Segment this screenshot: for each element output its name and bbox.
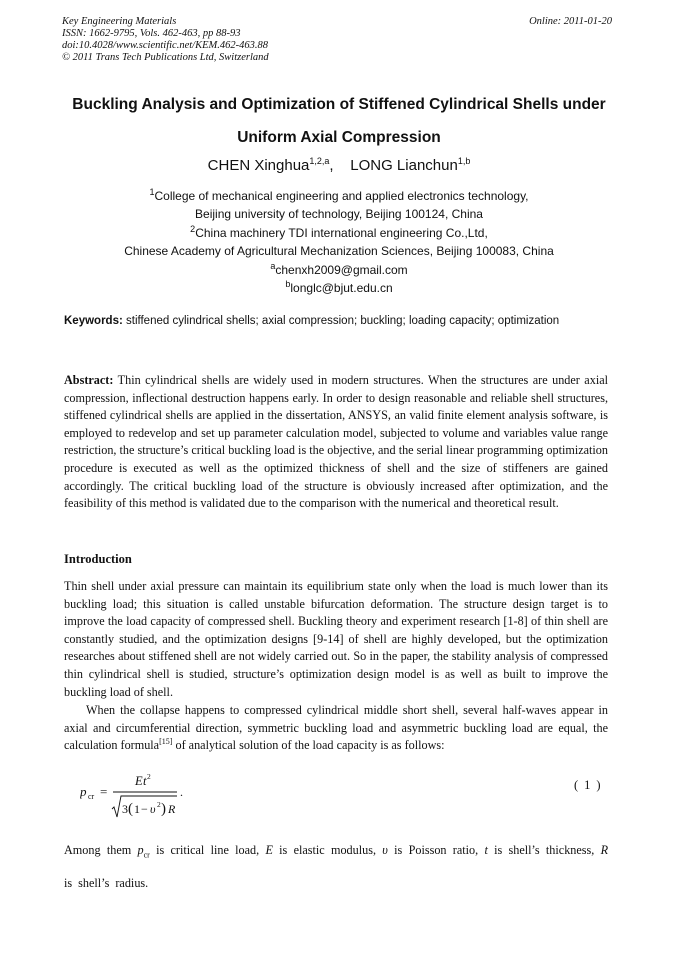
intro-heading: Introduction <box>64 552 132 566</box>
eq-num-t: t <box>143 774 147 788</box>
def-text-4: is Poisson ratio, <box>394 843 485 857</box>
eq-equals: = <box>100 784 108 799</box>
eq-den-1: 1 <box>134 802 140 816</box>
abstract-label: Abstract: <box>64 373 114 387</box>
affiliations <box>40 187 638 297</box>
email-b <box>40 279 638 297</box>
intro-p2-text-b: of analytical solution of the load capacity is as follows: <box>172 738 445 753</box>
eq-den-lparen: ( <box>128 801 133 817</box>
intro-paragraph-1: Thin shell under axial pressure can maintain its equilibrium state only when the load is much lower than its buckling load; this situation is called unstable bifurcation deformation. The structure design target is to improve the load capacity of compressed shell. Buckling theory and experiment research [1-8] of thin shell are constantly studied, and the optimization designs [9-14] of shell are highly developed, but the optimization researches about stiffened shell are not widely carried out. So in the paper, the stability analysis of compressed thin cylindrical shell is studied, structure’s optimization design model is as well as built to improve the buckling load of shell. <box>64 579 608 699</box>
affil-1-text: College of mechanical engineering and applied electronics technology, <box>154 189 529 203</box>
eq-lhs-sub: cr <box>88 792 95 801</box>
email-a <box>40 261 638 279</box>
def-sym-nu: υ <box>382 843 388 857</box>
eq-period: . <box>180 785 183 799</box>
online-date: Online: 2011-01-20 <box>529 16 612 27</box>
abstract <box>64 372 608 513</box>
intro-p2-text-a: When the collapse happens to compressed cylindrical middle short shell, several half-waves appear in axial and circumferential direction, symmetric buckling load and asymmetric buckling load are equal, the calculation formula <box>64 703 608 753</box>
author-1-sup: 1,2,a <box>309 156 330 166</box>
affil-1-line-2: Beijing university of technology, Beijing 100124, China <box>195 207 483 222</box>
affil-1-sup: 1 <box>149 187 155 197</box>
issn-line: ISSN: 1662-9795, Vols. 462-463, pp 88-93 <box>62 28 241 39</box>
eq-den-R: R <box>168 802 176 816</box>
author-1: CHEN Xinghua <box>207 157 310 174</box>
eq-num-E: E <box>135 774 143 788</box>
email-b-sup: b <box>285 279 291 290</box>
symbol-definitions <box>64 836 608 897</box>
email-b-text[interactable]: longlc@bjut.edu.cn <box>290 281 393 296</box>
keywords-label: Keywords: <box>64 315 123 327</box>
def-text-5: is shell’s thickness, <box>494 843 601 857</box>
affil-2-sup: 2 <box>190 223 196 234</box>
eq-den-exp: 2 <box>157 800 161 809</box>
copyright-line: © 2011 Trans Tech Publications Ltd, Switzerland <box>62 52 269 63</box>
def-sym-t: t <box>484 843 488 857</box>
doi-line: doi:10.4028/www.scientific.net/KEM.462-463.88 <box>62 40 268 51</box>
email-a-text[interactable]: chenxh2009@gmail.com <box>275 262 408 277</box>
intro-paragraph-2 <box>64 702 608 755</box>
eq-den-3: 3 <box>122 802 128 816</box>
def-sym-p: p <box>137 843 144 857</box>
def-sym-R: R <box>600 843 609 857</box>
author-list: CHEN Xinghua$^{1,2,a}$, LONG Lianchun$^{1,b}$ <box>207 156 471 174</box>
journal-name: Key Engineering Materials <box>62 16 177 27</box>
keywords <box>64 313 612 329</box>
eq-den-minus: − <box>141 802 148 816</box>
affil-2-line-1 <box>40 224 638 242</box>
def-sym-p-sub: cr <box>143 850 150 860</box>
def-text-6: is shell’s radius. <box>64 876 149 891</box>
affil-1-line-1 <box>40 187 638 205</box>
def-sym-E: E <box>265 843 273 857</box>
eq-num-exp: 2 <box>147 772 151 781</box>
abstract-text: Thin cylindrical shells are widely used in modern structures. When the structures are under axial compression, inflectional destruction happens early. In order to design reasonable and reliable shell structures, stiffened cylindrical shells are applied in the dissertation, ANSYS, an valid finite element analysis software, is employed to redevelop and set up parameter calculation model, subjected to volume and variables value range restriction, the structure’s critical buckling load is the objective, and the serial linear programming optimization procedure is executed as well as the optimized thickness of shell and the size of stiffeners are gained accordingly. The critical buckling load of the structure is obviously increased after optimization, and the feasibility of this method is validated due to the comparison with the numerical and theoretical result. <box>64 373 608 511</box>
affil-2-line-2: Chinese Academy of Agricultural Mechanization Sciences, Beijing 100083, China <box>124 244 554 259</box>
affil-2-text: China machinery TDI international engineering Co.,Ltd, <box>195 225 488 240</box>
author-2-sup: 1,b <box>457 156 471 166</box>
journal-header <box>62 16 269 64</box>
equation-svg <box>80 772 610 822</box>
title-line-2: Uniform Axial Compression <box>237 129 441 146</box>
author-2: LONG Lianchun <box>350 157 458 174</box>
equation-1 <box>80 772 610 822</box>
def-text-3: is elastic modulus, <box>279 843 383 857</box>
eq-den-rparen: ) <box>161 801 166 817</box>
def-text-2: is critical line load, <box>156 843 266 857</box>
title-line-1: Buckling Analysis and Optimization of Stiffened Cylindrical Shells under <box>72 96 606 113</box>
eq-den-nu: υ <box>150 802 156 816</box>
equation-number: (1) <box>574 778 607 792</box>
paper-title <box>40 88 638 154</box>
email-a-sup: a <box>270 260 276 271</box>
keywords-text: stiffened cylindrical shells; axial compression; buckling; loading capacity; optimization <box>126 315 560 327</box>
def-text-1: Among them <box>64 843 138 857</box>
intro-p2-ref: [15] <box>159 737 173 747</box>
eq-lhs-p: p <box>80 784 87 799</box>
